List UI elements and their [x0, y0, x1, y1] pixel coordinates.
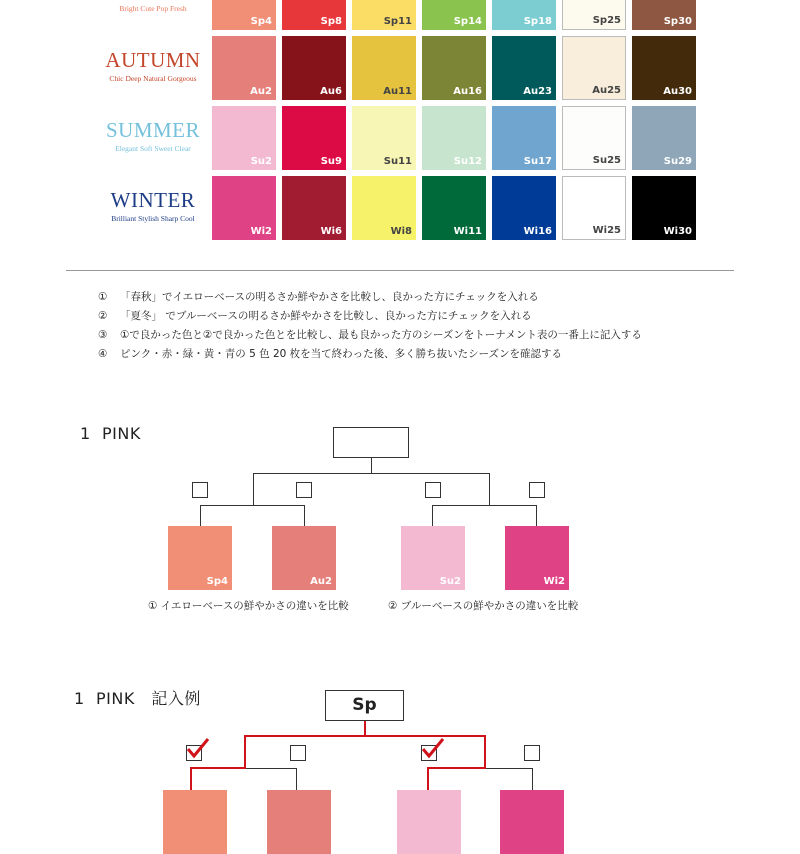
- swatch-code: Su11: [383, 156, 412, 167]
- swatch-code: Wi30: [663, 226, 692, 237]
- color-swatch: [562, 106, 626, 170]
- swatch-sp4: Sp4: [168, 526, 232, 590]
- color-swatch: [282, 106, 346, 170]
- section-number: 1: [80, 424, 91, 443]
- section-title: PINK 記入例: [96, 689, 201, 708]
- color-swatch: [632, 36, 696, 100]
- color-swatch: [212, 36, 276, 100]
- instruction-number: ①: [98, 291, 108, 303]
- swatch-su2: Su2: [401, 526, 465, 590]
- checkbox-su2[interactable]: [425, 482, 441, 498]
- checkbox-wi2-example[interactable]: [524, 745, 540, 761]
- checkmark-icon: [184, 736, 212, 760]
- season-tagline: Brilliant Stylish Sharp Cool: [111, 214, 195, 223]
- winner-box[interactable]: [333, 427, 409, 458]
- section-title: PINK: [102, 424, 141, 443]
- color-swatch: [282, 176, 346, 240]
- instruction-text: ①で良かった色と②で良かった色とを比較し、最も良かった方のシーズンをトーナメント表の一番上に記入する: [120, 329, 642, 341]
- swatch-code: Wi16: [523, 226, 552, 237]
- section-number: 1: [74, 689, 85, 708]
- swatch-code: Sp8: [320, 16, 342, 27]
- color-swatch: [352, 106, 416, 170]
- instruction-item: [98, 346, 562, 361]
- color-swatch: [562, 36, 626, 100]
- instruction-item: [98, 289, 539, 304]
- instruction-item: [98, 327, 642, 342]
- color-swatch: [212, 0, 276, 30]
- swatch-code: Wi25: [592, 225, 621, 236]
- season-name: AUTUMN: [105, 48, 201, 72]
- swatch-code: Wi8: [390, 226, 412, 237]
- instruction-text: 「春秋」でイエローベースの明るさか鮮やかさを比較し、良かった方にチェックを入れる: [120, 291, 539, 303]
- color-swatch: [492, 0, 556, 30]
- swatch-code: Su9: [320, 156, 342, 167]
- checkbox-sp4[interactable]: [192, 482, 208, 498]
- swatch-code: Su12: [453, 156, 482, 167]
- swatch-code: Au23: [523, 86, 552, 97]
- swatch-code: Au16: [453, 86, 482, 97]
- color-swatch: [562, 176, 626, 240]
- swatch-code: Su29: [663, 156, 692, 167]
- color-swatch: [632, 106, 696, 170]
- divider: [66, 270, 734, 271]
- swatch-code: Wi2: [250, 226, 272, 237]
- swatch-code: Au6: [320, 86, 342, 97]
- swatch-code: Au25: [592, 85, 621, 96]
- instruction-number: ②: [98, 310, 108, 322]
- color-swatch: [422, 106, 486, 170]
- color-swatch: [282, 36, 346, 100]
- swatch-code: Su25: [592, 155, 621, 166]
- swatch-code: Au11: [383, 86, 412, 97]
- color-swatch: [492, 176, 556, 240]
- season-name: SUMMER: [105, 118, 201, 142]
- section-heading-example: [74, 686, 201, 709]
- color-swatch: [422, 176, 486, 240]
- season-tagline: Elegant Soft Sweet Clear: [115, 144, 191, 153]
- swatch-code: Wi11: [453, 226, 482, 237]
- color-swatch: [562, 0, 626, 30]
- season-name: WINTER: [110, 188, 196, 212]
- color-swatch: [282, 0, 346, 30]
- swatch-code: Sp25: [592, 15, 621, 26]
- color-swatch: [422, 0, 486, 30]
- color-swatch: [352, 0, 416, 30]
- caption-blue-base: ② ブルーベースの鮮やかさの違いを比較: [388, 600, 579, 612]
- color-swatch: [212, 106, 276, 170]
- swatch-code: Sp18: [523, 16, 552, 27]
- winner-season: Sp: [352, 695, 377, 715]
- checkbox-au2[interactable]: [296, 482, 312, 498]
- checkbox-au2-example[interactable]: [290, 745, 306, 761]
- swatch-code: Sp11: [383, 16, 412, 27]
- checkbox-wi2[interactable]: [529, 482, 545, 498]
- instruction-number: ③: [98, 329, 108, 341]
- swatch-code: Sp30: [663, 16, 692, 27]
- color-swatch: [632, 176, 696, 240]
- swatch-code: Au2: [250, 86, 272, 97]
- instruction-item: [98, 308, 532, 323]
- color-swatch: [632, 0, 696, 30]
- season-tagline: Chic Deep Natural Gorgeous: [109, 74, 197, 83]
- caption-yellow-base: ① イエローベースの鮮やかさの違いを比較: [148, 600, 349, 612]
- color-swatch: [212, 176, 276, 240]
- season-tagline: Bright Cute Pop Fresh: [119, 4, 187, 13]
- swatch-wi2: Wi2: [505, 526, 569, 590]
- swatch-code: Su2: [250, 156, 272, 167]
- swatch-code: Wi6: [320, 226, 342, 237]
- instruction-text: 「夏冬」 でブルーベースの明るさか鮮やかさを比較し、良かった方にチェックを入れる: [120, 310, 532, 322]
- color-swatch: [422, 36, 486, 100]
- instruction-text: ピンク・赤・緑・黄・青の 5 色 20 枚を当て終わった後、多く勝ち抜いたシーズンを確認する: [120, 348, 563, 360]
- swatch-code: Sp4: [250, 16, 272, 27]
- color-swatch: [352, 36, 416, 100]
- swatch-au2: Au2: [272, 526, 336, 590]
- swatch-code: Au30: [663, 86, 692, 97]
- color-swatch: [492, 36, 556, 100]
- section-heading-pink: [80, 424, 141, 443]
- instruction-number: ④: [98, 348, 108, 360]
- winner-box-example[interactable]: [325, 690, 404, 721]
- swatch-code: Su17: [523, 156, 552, 167]
- swatch-code: Sp14: [453, 16, 482, 27]
- checkmark-icon: [419, 736, 447, 760]
- color-swatch: [352, 176, 416, 240]
- color-swatch: [492, 106, 556, 170]
